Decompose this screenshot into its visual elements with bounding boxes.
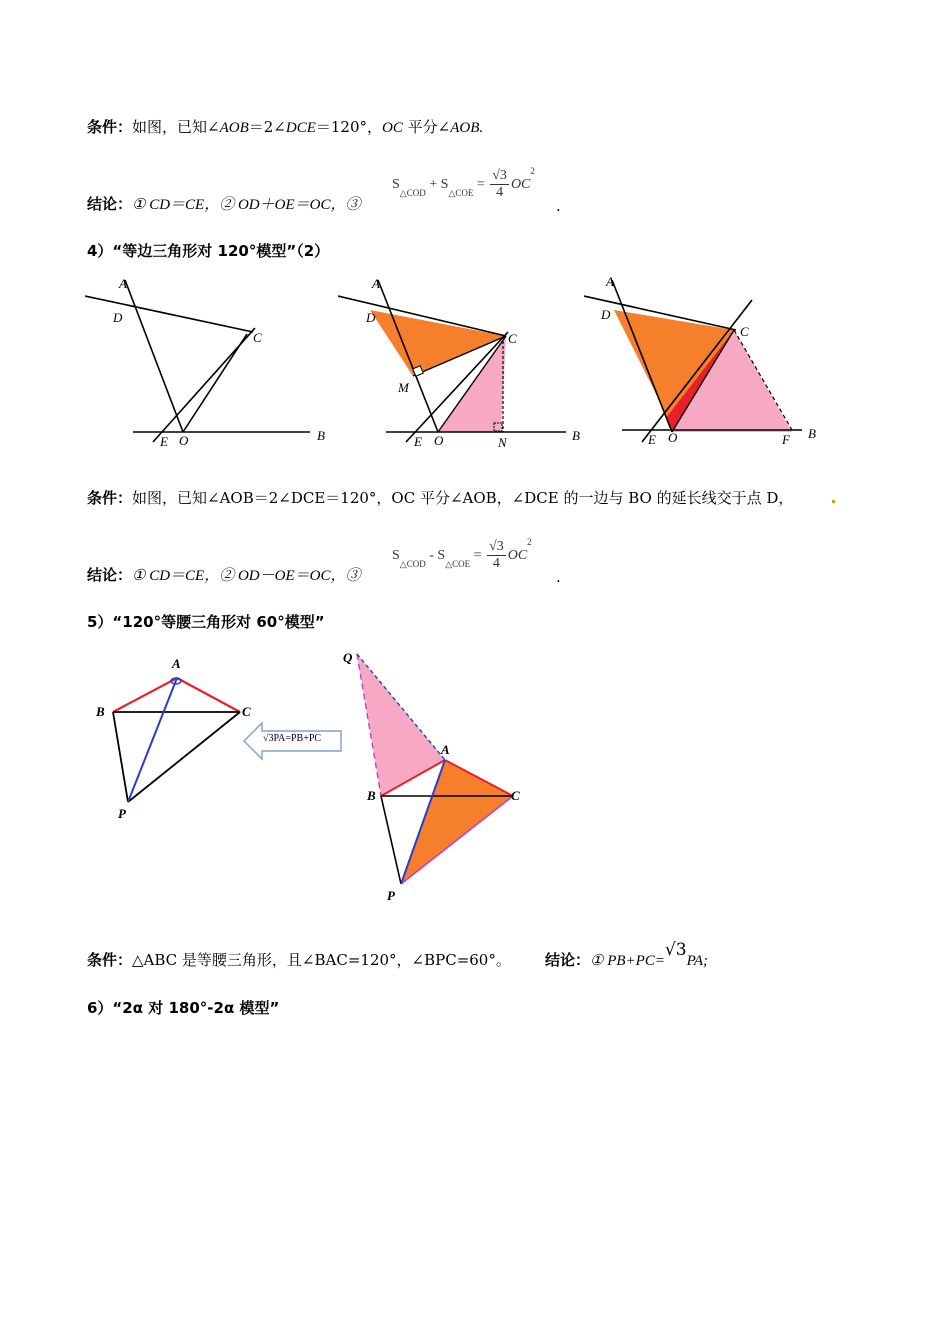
label-Q: Q: [343, 650, 353, 665]
figure-5-rotated: [335, 648, 535, 913]
condition-line-3: [87, 950, 511, 970]
conclusion-text-2: ① CD＝CE，② OD－OE＝OC，③: [132, 568, 361, 584]
condition-line-1: [87, 117, 483, 138]
conclusion-line-1: [87, 194, 360, 215]
figure-4-rotated: [584, 270, 834, 455]
area-formula-1: [392, 166, 535, 201]
label-D: D: [366, 310, 376, 325]
label-C: C: [740, 324, 749, 339]
formula-sup: 2: [530, 166, 535, 176]
line-AO: [125, 280, 183, 432]
line-BA: [113, 678, 177, 712]
line-BP: [381, 796, 401, 884]
formula-op: + S: [429, 176, 449, 192]
label-P: P: [118, 806, 126, 821]
conclusion-line-2: [87, 565, 360, 586]
label-C: C: [253, 330, 262, 345]
conclusion-text-3a: ① PB+PC=: [590, 953, 665, 969]
condition-label: 条件：: [87, 118, 133, 136]
formula2-oc: OC: [507, 547, 528, 563]
area-formula-2: [392, 537, 532, 572]
arrow-text: √3PA=PB+PC: [263, 733, 322, 744]
label-O: O: [668, 430, 678, 445]
line-AC: [177, 678, 240, 712]
label-D: D: [601, 307, 611, 322]
label-N: N: [498, 435, 507, 450]
formula-sub2: △COE: [448, 188, 474, 198]
conclusion-label-3: 结论：: [545, 951, 591, 969]
label-O: O: [434, 433, 444, 448]
label-A: A: [606, 274, 614, 289]
pink-triangle: [357, 654, 445, 796]
figure-5-basic: [90, 650, 260, 825]
label-O: O: [179, 433, 189, 448]
condition-oc: OC: [382, 120, 403, 136]
figure-4-perpendicular: [338, 270, 588, 455]
line-OC: [183, 334, 247, 432]
label-D: D: [113, 310, 123, 325]
condition-text-c: ＝120°，: [315, 118, 383, 136]
formula-s1: S: [392, 176, 400, 192]
condition-text-3: △ABC 是等腰三角形，且∠BAC=120°，∠BPC=60°。: [132, 951, 511, 969]
label-E: E: [414, 434, 422, 449]
label-B: B: [317, 428, 325, 443]
mark-dot: [832, 500, 835, 503]
conclusion-sqrt: √3: [664, 940, 687, 960]
conclusion-text-3b: PA;: [686, 953, 708, 969]
label-P: P: [387, 888, 395, 903]
label-M: M: [398, 380, 409, 395]
formula-eq: =: [476, 176, 485, 192]
conclusion-label: 结论：: [87, 195, 133, 213]
conclusion-line-3: [545, 940, 708, 971]
formula2-op: - S: [429, 547, 446, 563]
label-A: A: [441, 742, 450, 757]
condition-label-2: 条件：: [87, 489, 133, 507]
section-6-heading: 6）“2α 对 180°-2α 模型”: [87, 999, 280, 1017]
conclusion-label-2: 结论：: [87, 566, 133, 584]
condition-text-a: 如图，已知∠: [132, 118, 220, 136]
formula2-eq: =: [473, 547, 482, 563]
formula-num: √3: [492, 168, 507, 184]
formula-period-2: .: [556, 568, 561, 586]
condition-text-2: 如图，已知∠AOB＝2∠DCE＝120°，OC 平分∠AOB，∠DCE 的一边与 BO 的延长线交于点 D，: [132, 489, 794, 507]
formula2-sub2: △COE: [445, 559, 471, 569]
section-5-heading: 5）“120°等腰三角形对 60°模型”: [87, 613, 325, 631]
label-A: A: [172, 656, 181, 671]
conclusion-text: ① CD＝CE，② OD＋OE＝OC，③: [132, 197, 361, 213]
section-4-heading: 4）“等边三角形对 120°模型”（2）: [87, 242, 330, 260]
condition-text-d: 平分∠: [402, 118, 451, 136]
condition-aob2: AOB.: [450, 120, 484, 136]
formula2-den: 4: [492, 556, 500, 572]
formula2-s1: S: [392, 547, 400, 563]
label-B: B: [808, 426, 816, 441]
formula-oc: OC: [510, 176, 531, 192]
formula-period-1: .: [556, 197, 561, 215]
orange-triangle: [401, 760, 513, 884]
condition-dce: DCE: [285, 120, 316, 136]
formula2-sub1: △COD: [399, 559, 426, 569]
condition-aob: AOB: [219, 120, 249, 136]
condition-label-3: 条件：: [87, 951, 133, 969]
formula-sub1: △COD: [399, 188, 426, 198]
formula2-sup: 2: [527, 537, 532, 547]
condition-text-b: ＝2∠: [248, 118, 286, 136]
label-B: B: [96, 704, 105, 719]
formula2-num: √3: [489, 539, 504, 555]
label-A: A: [119, 276, 127, 291]
label-A: A: [372, 276, 380, 291]
label-F: F: [782, 432, 790, 447]
figure-4-plain: [85, 270, 335, 455]
line-DC: [85, 296, 253, 332]
label-B: B: [367, 788, 376, 803]
label-E: E: [160, 434, 168, 449]
label-C: C: [242, 704, 251, 719]
line-BP: [113, 712, 128, 802]
label-E: E: [648, 432, 656, 447]
label-B: B: [572, 428, 580, 443]
label-C: C: [511, 788, 520, 803]
label-C: C: [508, 331, 517, 346]
condition-line-2: [87, 488, 793, 508]
formula-den: 4: [496, 185, 504, 201]
